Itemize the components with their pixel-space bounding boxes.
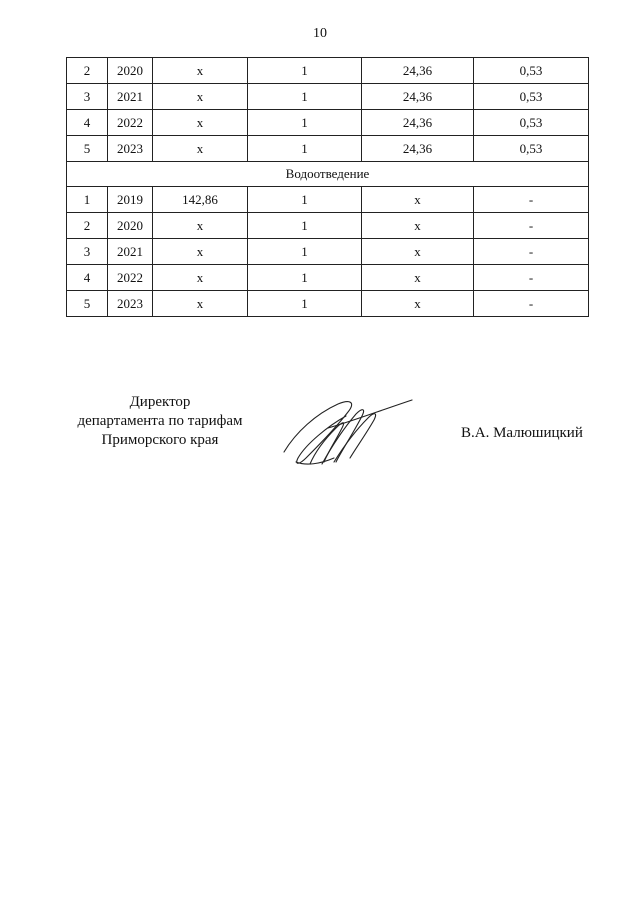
table-cell: 1 (248, 291, 362, 317)
tariff-table (66, 57, 589, 317)
table-cell: х (362, 291, 474, 317)
table-row (67, 58, 589, 84)
table-row (67, 265, 589, 291)
table-cell: х (153, 239, 248, 265)
table-cell: 0,53 (474, 58, 589, 84)
table-row (67, 110, 589, 136)
table-cell: х (362, 239, 474, 265)
table-cell: х (153, 291, 248, 317)
table-cell: х (153, 136, 248, 162)
table-cell: 2023 (108, 291, 153, 317)
table-cell: 4 (67, 265, 108, 291)
table-cell: 0,53 (474, 110, 589, 136)
table-cell: х (153, 84, 248, 110)
handwritten-signature (276, 392, 426, 472)
table-cell: 3 (67, 239, 108, 265)
table-cell: 2021 (108, 239, 153, 265)
table-row (67, 213, 589, 239)
table-cell: х (362, 265, 474, 291)
table-cell: 1 (248, 110, 362, 136)
position-line: Приморского края (101, 432, 219, 448)
table-cell: 2020 (108, 213, 153, 239)
table-cell: 24,36 (362, 110, 474, 136)
table-cell: 24,36 (362, 58, 474, 84)
table-cell: х (153, 58, 248, 84)
table-cell: 5 (67, 291, 108, 317)
table-row (67, 136, 589, 162)
table-cell: 2 (67, 58, 108, 84)
table-cell: 24,36 (362, 84, 474, 110)
table-cell: - (474, 265, 589, 291)
table-cell: х (153, 265, 248, 291)
position-line: департамента по тарифам (77, 413, 243, 429)
table-cell: 2 (67, 213, 108, 239)
table-cell: х (153, 110, 248, 136)
table-row (67, 291, 589, 317)
table-row (67, 84, 589, 110)
table-cell: 2022 (108, 110, 153, 136)
signatory-name: В.А. Малюшицкий (461, 425, 583, 441)
table-cell: 1 (248, 213, 362, 239)
table-cell: 2020 (108, 58, 153, 84)
table-cell: 3 (67, 84, 108, 110)
table-cell: 5 (67, 136, 108, 162)
table-cell: 1 (248, 84, 362, 110)
table-cell: 4 (67, 110, 108, 136)
table-cell: х (362, 213, 474, 239)
table-cell: - (474, 213, 589, 239)
table-cell: - (474, 239, 589, 265)
table-cell: 142,86 (153, 187, 248, 213)
table-cell: 2022 (108, 265, 153, 291)
table-row (67, 239, 589, 265)
table-cell: - (474, 187, 589, 213)
table-cell: 2019 (108, 187, 153, 213)
position-line: Директор (129, 394, 191, 410)
table-cell: 24,36 (362, 136, 474, 162)
table-cell: - (474, 291, 589, 317)
table-cell: 0,53 (474, 136, 589, 162)
signatory-position (60, 393, 260, 450)
table-cell: 2021 (108, 84, 153, 110)
section-title: Водоотведение (67, 162, 589, 187)
table-cell: 1 (248, 58, 362, 84)
table-cell: 2023 (108, 136, 153, 162)
table-row (67, 187, 589, 213)
section-header-row (67, 162, 589, 187)
table-cell: 1 (248, 187, 362, 213)
table-cell: 1 (67, 187, 108, 213)
table-cell: х (153, 213, 248, 239)
table-cell: 0,53 (474, 84, 589, 110)
table-cell: х (362, 187, 474, 213)
table-cell: 1 (248, 239, 362, 265)
table-cell: 1 (248, 136, 362, 162)
table-cell: 1 (248, 265, 362, 291)
page-number: 10 (313, 26, 327, 41)
